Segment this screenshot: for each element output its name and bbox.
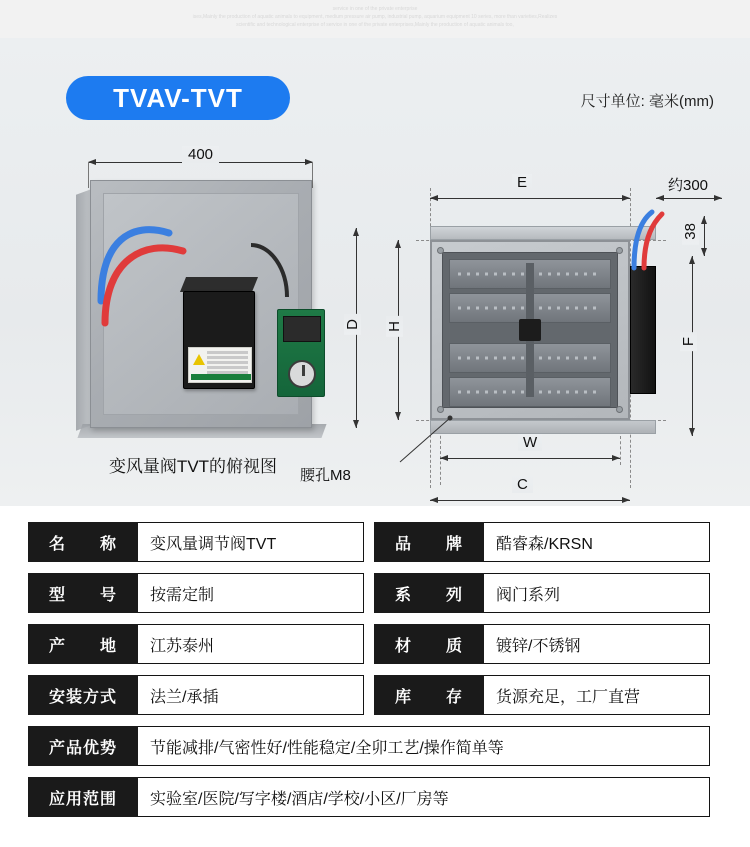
spec-key: 品 牌	[374, 522, 484, 562]
table-row	[28, 573, 364, 613]
green-actuator	[277, 309, 325, 397]
mounting-plate	[90, 180, 312, 428]
controller-box	[183, 291, 255, 389]
table-row	[374, 522, 710, 562]
dimension-38-label: 38	[682, 218, 699, 245]
product-model-title: TVAV-TVT	[66, 76, 290, 120]
spec-value: 阀门系列	[484, 573, 710, 613]
spec-key: 应用范围	[28, 777, 138, 817]
extension-line-left	[88, 162, 89, 188]
damper-body	[430, 240, 630, 420]
warning-triangle-icon	[193, 354, 205, 365]
banner-line-3: scientific and technological enterprise of service in one of the private enterprises,Mainly the production of aquatic animals too,	[236, 22, 514, 28]
dimension-400-label: 400	[88, 146, 313, 163]
table-row	[28, 675, 364, 715]
dimension-C-line	[430, 500, 630, 501]
dimension-F-label: F	[680, 332, 697, 351]
banner-line-2: ises,Mainly the production of aquatic animals to equipment, medium pressure air pump, industrial pump, aquarium equipment 10 series, more than varieties,Realizes	[192, 14, 558, 20]
spec-key: 产品优势	[28, 726, 138, 766]
dimension-300-line	[656, 198, 722, 199]
spec-key: 安装方式	[28, 675, 138, 715]
product-diagram-panel	[0, 38, 750, 506]
unit-note: 尺寸单位: 毫米(mm)	[580, 93, 714, 110]
spec-value: 实验室/医院/写字楼/酒店/学校/小区/厂房等	[138, 777, 710, 817]
dimension-E-line	[430, 198, 630, 199]
dimension-C-label: C	[512, 476, 533, 493]
side-actuator-box	[630, 266, 656, 394]
spec-value: 节能减排/气密性好/性能稳定/全卯工艺/操作简单等	[138, 726, 710, 766]
damper-frame	[442, 252, 618, 408]
dimension-W-label: W	[518, 434, 542, 451]
table-row	[374, 675, 710, 715]
left-view-caption: 变风量阀TVT的俯视图	[108, 457, 278, 476]
spec-value: 酷睿森/KRSN	[484, 522, 710, 562]
table-row	[374, 624, 710, 664]
right-section-view	[300, 148, 750, 508]
callout-leader-line	[390, 410, 520, 470]
slot-hole-callout: 腰孔M8	[300, 467, 351, 484]
spec-key: 名 称	[28, 522, 138, 562]
table-row	[28, 777, 710, 817]
spec-value: 江苏泰州	[138, 624, 364, 664]
spec-key: 材 质	[374, 624, 484, 664]
damper-hub	[519, 319, 541, 341]
controller-label	[188, 347, 252, 383]
specification-table	[0, 506, 750, 847]
spec-value: 法兰/承插	[138, 675, 364, 715]
actuator-dial	[288, 360, 316, 388]
table-row	[28, 726, 710, 766]
table-row	[28, 522, 364, 562]
spec-value: 变风量调节阀TVT	[138, 522, 364, 562]
dimension-400	[88, 148, 313, 168]
corner-screw	[616, 406, 623, 413]
spec-key: 库 存	[374, 675, 484, 715]
plate-left-edge	[76, 189, 91, 430]
left-top-view	[40, 148, 330, 488]
dimension-D-label: D	[344, 314, 361, 335]
spec-value: 按需定制	[138, 573, 364, 613]
table-row	[28, 624, 364, 664]
spec-key: 系 列	[374, 573, 484, 613]
spec-key: 产 地	[28, 624, 138, 664]
dimension-38-line	[704, 216, 705, 256]
spec-value: 镀锌/不锈钢	[484, 624, 710, 664]
label-green-bar	[191, 374, 251, 380]
spec-key: 型 号	[28, 573, 138, 613]
flange-top	[430, 226, 656, 240]
corner-screw	[616, 247, 623, 254]
controller-top-face	[180, 277, 258, 292]
spec-value: 货源充足，工厂直营	[484, 675, 710, 715]
side-hoses	[626, 206, 686, 276]
dimension-300-label: 约300	[668, 177, 709, 194]
actuator-display-panel	[283, 316, 321, 342]
corner-screw	[437, 247, 444, 254]
top-marketing-banner	[0, 0, 750, 38]
banner-line-1: service in one of the private enterprise	[332, 6, 418, 12]
dimension-E-label: E	[512, 174, 532, 191]
dimension-H-label: H	[386, 316, 403, 337]
table-row	[374, 573, 710, 613]
